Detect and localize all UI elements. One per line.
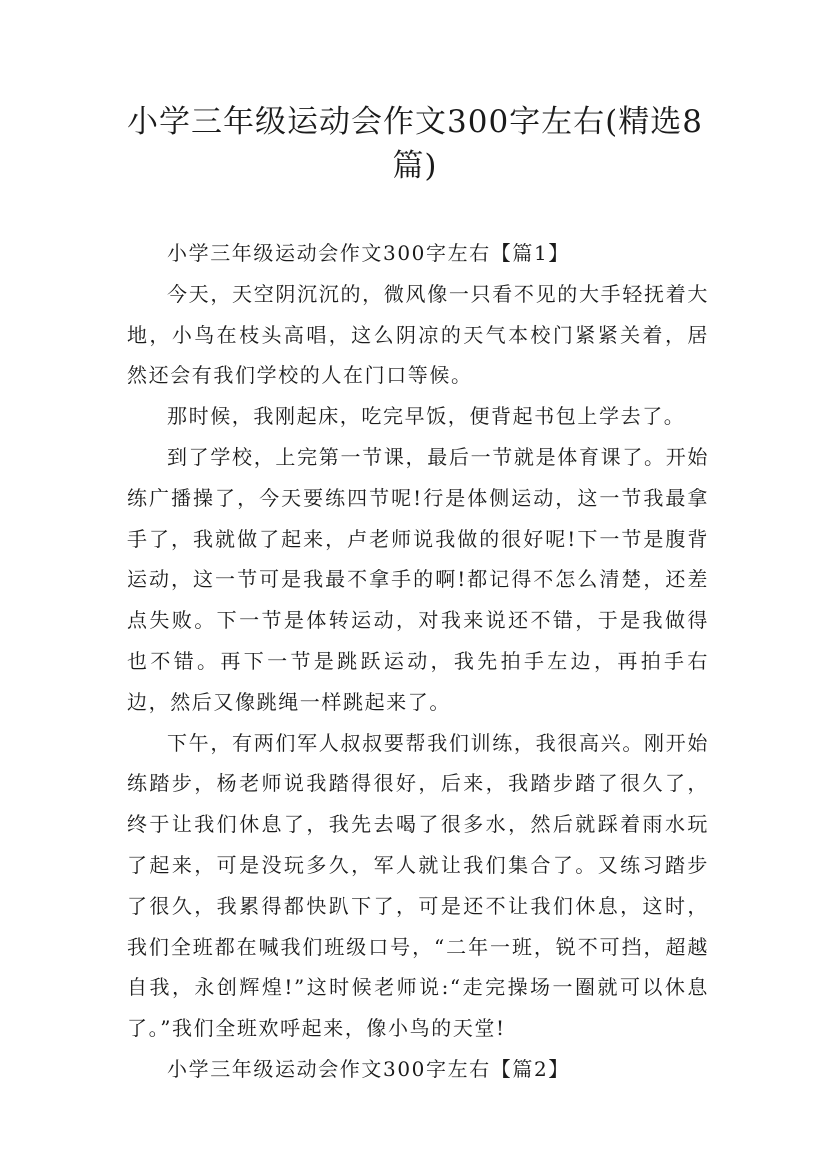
document-title: 小学三年级运动会作文300字左右(精选8篇) xyxy=(127,104,703,184)
paragraph: 那时候，我刚起床，吃完早饭，便背起书包上学去了。 xyxy=(167,404,686,429)
document-body xyxy=(127,233,709,1090)
paragraph: 下午，有两们军人叔叔要帮我们训练，我很高兴。刚开始练踏步，杨老师说我踏得很好，后来，我踏步踏了很久了，终于让我们休息了，我先去喝了很多水，然后就踩着雨水玩了起来，可是没玩多久，军人就让我们集合了。又练习踏步了很久，我累得都快趴下了，可是还不让我们休息，这时，我们全班都在喊我们班级口号，“二年一班，锐不可挡，超越自我，永创辉煌!”这时候老师说:“走完操场一圈就可以休息了。”我们全班欢呼起来，像小鸟的天堂! xyxy=(127,730,709,1041)
paragraph: 今天，天空阴沉沉的，微风像一只看不见的大手轻抚着大地，小鸟在枝头高唱，这么阴凉的天气本校门紧紧关着，居然还会有我们学校的人在门口等候。 xyxy=(127,281,709,388)
section-heading: 小学三年级运动会作文300字左右【篇1】 xyxy=(167,241,570,265)
section-heading: 小学三年级运动会作文300字左右【篇2】 xyxy=(167,1056,570,1081)
paragraph: 到了学校，上完第一节课，最后一节就是体育课了。开始练广播操了，今天要练四节呢!行是体侧运动，这一节我最拿手了，我就做了起来，卢老师说我做的很好呢!下一节是腹背运动，这一节可是我最不拿手的啊!都记得不怎么清楚，还差点失败。下一节是体转运动，对我来说还不错，于是我做得也不错。再下一节是跳跃运动，我先拍手左边，再拍手右边，然后又像跳绳一样跳起来了。 xyxy=(127,444,709,714)
